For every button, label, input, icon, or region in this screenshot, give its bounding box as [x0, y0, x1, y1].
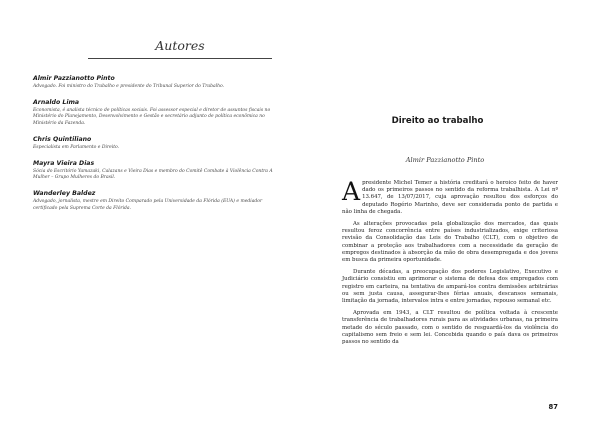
author-name: Chris Quintiliano — [33, 135, 92, 143]
chapter-body — [342, 177, 558, 351]
paragraph: Durante décadas, a preocupação dos poderes Legislativo, Executivo e Judiciário consistiu em aprimorar o sistema de defesa dos empregados com registro em carteira, na tentativa de ampará-los contra demissões arbitrárias ou sem justa causa, assegurar-lhes férias anuais, descansos semanais, limitação da jornada, intervalos intra e entre jornadas, repouso semanal etc. — [342, 269, 558, 305]
section-title: Autores — [155, 38, 205, 53]
paragraph — [342, 177, 558, 216]
author-name: Mayra Vieira Dias — [33, 160, 95, 168]
drop-cap: A — [342, 177, 361, 206]
author-entry — [33, 99, 273, 127]
author-bio: Sócia do Escritório Yamazaki, Calazans e Vieira Dias e membro do Comitê Combate à Violência Contra A Mulher – Grupo Mulheres do Brasil. — [33, 169, 273, 181]
author-bio: Economista, é analista técnico de políticas sociais. Foi assessor especial e diretor de assuntos fiscais no Ministério do Planejamento, Desenvolvimento e Gestão e secretário adjunto de política econômica no Ministério da Fazenda. — [33, 108, 271, 126]
chapter-title: Direito ao trabalho — [391, 116, 484, 126]
author-bio: Advogado. Foi ministro do Trabalho e presidente do Tribunal Superior do Trabalho. — [33, 84, 225, 89]
title-divider — [88, 58, 272, 59]
author-bio: Advogado, jornalista, mestre em Direito Comparado pela Universidade da Flórida (EUA) e mediador certificado pela Suprema Corte da Flórida. — [33, 199, 263, 211]
author-list — [33, 75, 273, 221]
author-bio: Especialista em Parlamento e Direito. — [33, 144, 120, 150]
author-name: Almir Pazzianotto Pinto — [33, 75, 115, 82]
chapter-author: Almir Pazzianotto Pinto — [405, 156, 485, 164]
paragraph: Aprovada em 1943, a CLT resultou de política voltada à crescente transferência de trabalhadores rurais para as atividades urbanas, na primeira metade do século passado, com o sentido de resguardá-los da violência do capitalismo sem freio e sem lei. Concebida quando o país dava os primeiros passos no sentido da — [342, 310, 558, 346]
paragraph: As alterações provocadas pela globalização dos mercados, das quais resultou feroz concorrência entre países industrializados, exige criteriosa revisão da Consolidação das Leis do Trabalho (CLT), com o objetivo de combinar a proteção aos trabalhadores com a necessidade da geração de empregos destinados à absorção da mão de obra desempregada e dos jovens em busca da primeira oportunidade. — [342, 221, 558, 264]
author-entry — [33, 75, 273, 90]
page-number: 87 — [548, 403, 558, 411]
author-entry — [33, 136, 273, 151]
author-name: Arnaldo Lima — [33, 99, 80, 107]
paragraph-text: presidente Michel Temer a história creditará o heroico feito de haver dado os primeiros passos no sentido da reforma trabalhista. A Lei nº 13.647, de 13/07/2017, cuja aprovação resultou dos esforços do deputado Rogério Marinho, deve ser considerada ponto de partida e não linha de chegada. — [342, 180, 558, 215]
author-entry — [33, 160, 273, 181]
author-entry — [33, 190, 273, 211]
author-name: Wanderley Baldez — [33, 190, 96, 198]
